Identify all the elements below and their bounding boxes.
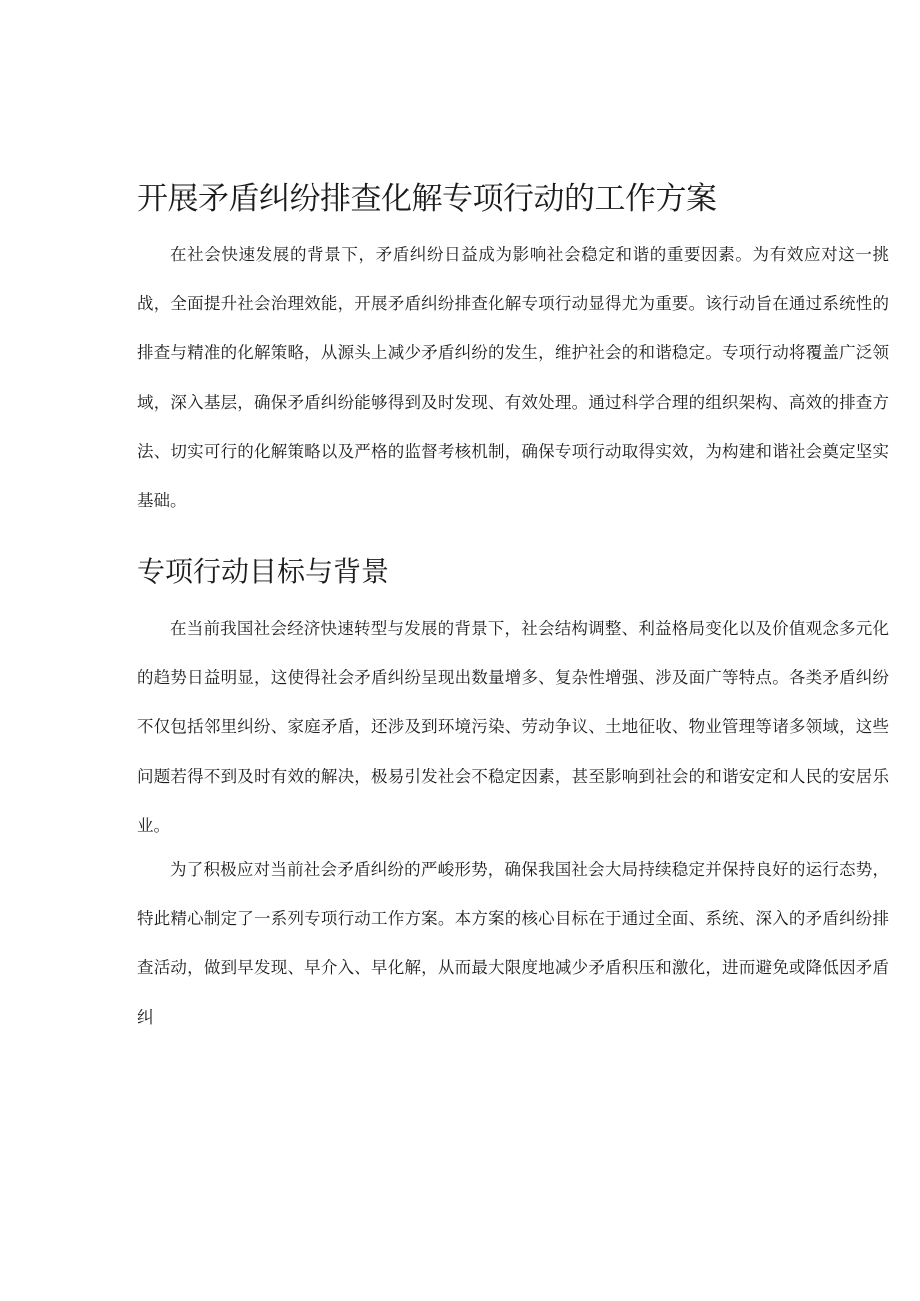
intro-paragraph: 在社会快速发展的背景下，矛盾纠纷日益成为影响社会稳定和谐的重要因素。为有效应对这一挑战，全面提升社会治理效能，开展矛盾纠纷排查化解专项行动显得尤为重要。该行动旨在通过系统性的排查与精准的化解策略，从源头上减少矛盾纠纷的发生，维护社会的和谐稳定。专项行动将覆盖广泛领域，深入基层，确保矛盾纠纷能够得到及时发现、有效处理。通过科学合理的组织架构、高效的排查方法、切实可行的化解策略以及严格的监督考核机制，确保专项行动取得实效，为构建和谐社会奠定坚实基础。 — [137, 245, 889, 511]
section-paragraph: 在当前我国社会经济快速转型与发展的背景下，社会结构调整、利益格局变化以及价值观念多元化的趋势日益明显，这使得社会矛盾纠纷呈现出数量增多、复杂性增强、涉及面广等特点。各类矛盾纠纷不仅包括邻里纠纷、家庭矛盾，还涉及到环境污染、劳动争议、土地征收、物业管理等诸多领域，这些问题若得不到及时有效的解决，极易引发社会不稳定因素，甚至影响到社会的和谐安定和人民的安居乐业。 — [137, 619, 889, 835]
document-title: 开展矛盾纠纷排查化解专项行动的工作方案 — [137, 181, 717, 217]
section-heading: 专项行动目标与背景 — [137, 555, 390, 588]
section-paragraph: 为了积极应对当前社会矛盾纠纷的严峻形势，确保我国社会大局持续稳定并保持良好的运行态势，特此精心制定了一系列专项行动工作方案。本方案的核心目标在于通过全面、系统、深入的矛盾纠纷排查活动，做到早发现、早介入、早化解，从而最大限度地减少矛盾积压和激化，进而避免或降低因矛盾纠 — [137, 860, 889, 1027]
